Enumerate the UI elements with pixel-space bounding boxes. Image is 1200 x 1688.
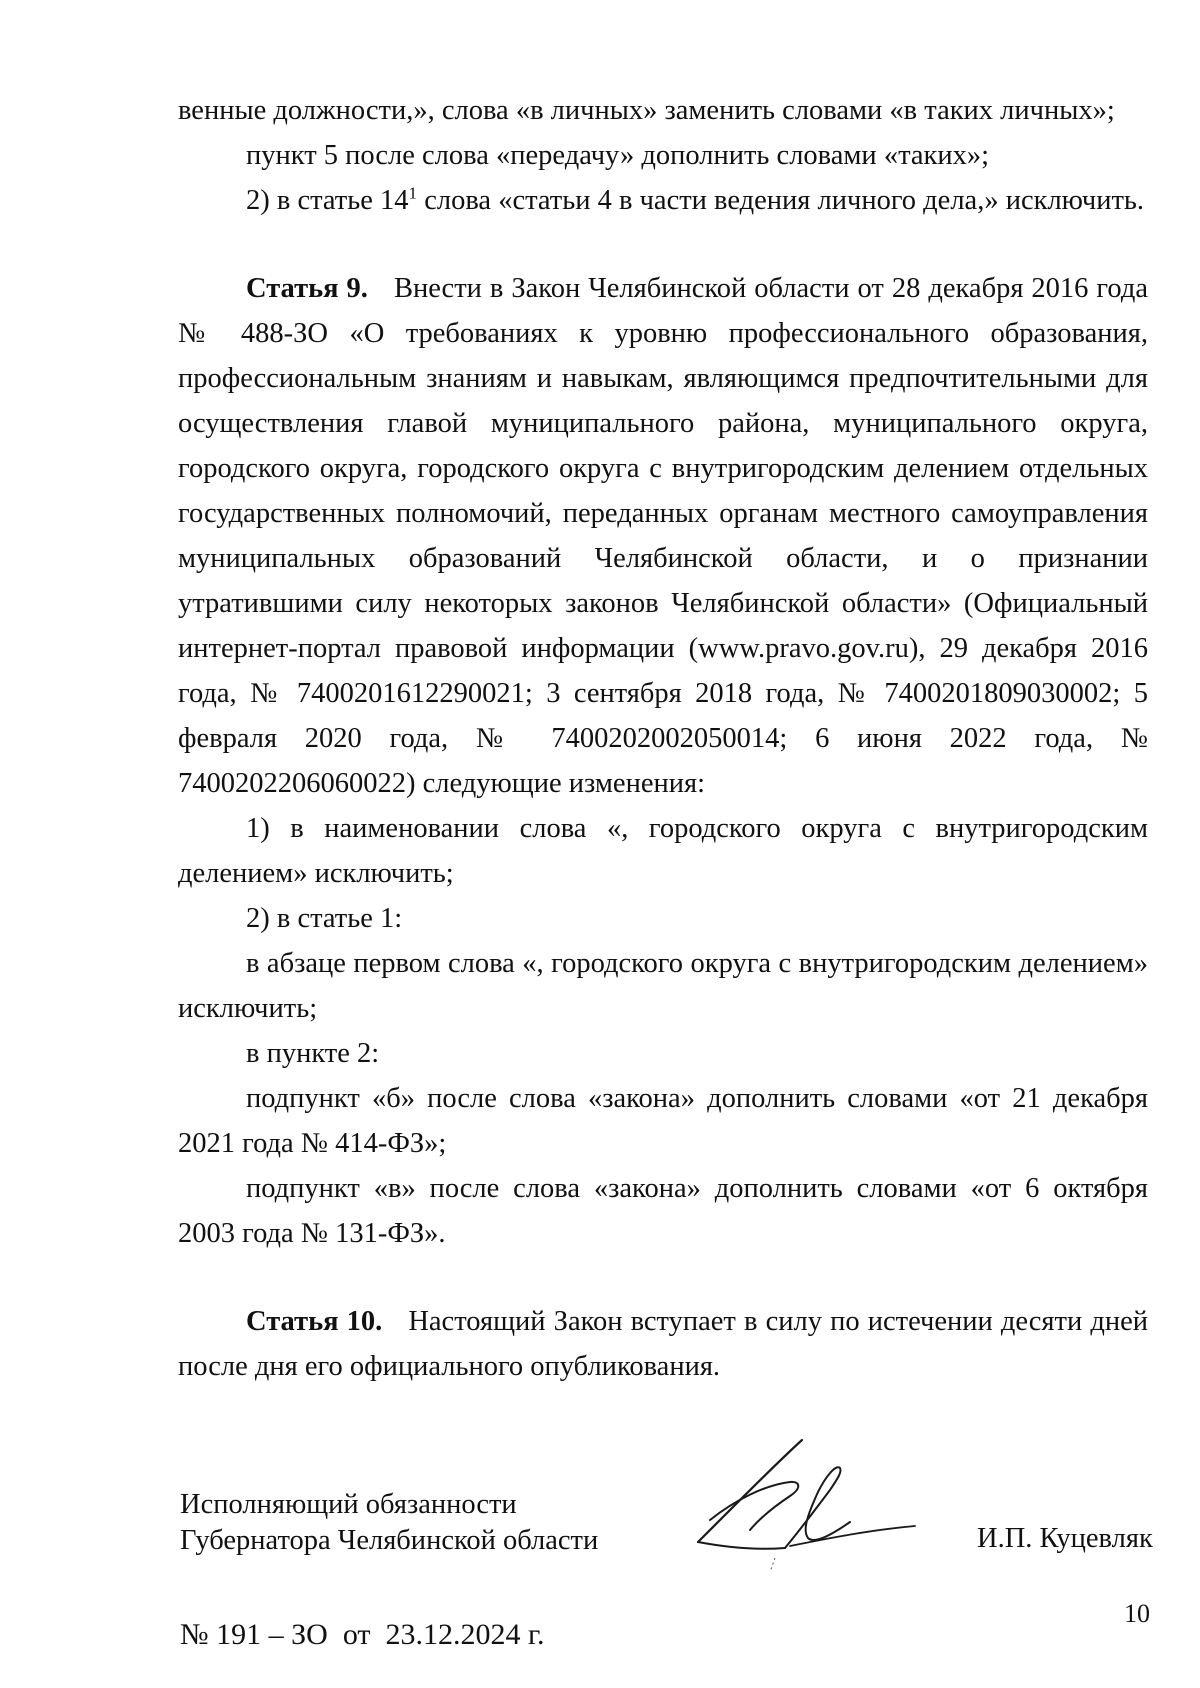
position-line-2: Губернатора Челябинской области xyxy=(180,1525,599,1556)
body-text xyxy=(178,88,1148,1389)
handwritten-signature xyxy=(690,1430,920,1580)
article-9-intro xyxy=(178,266,1148,806)
position-line-1: Исполняющий обязанности xyxy=(180,1489,517,1520)
article-9-heading: Статья 9. xyxy=(246,273,368,304)
signatory-name: И.П. Куцевляк xyxy=(977,1523,1153,1554)
continuation-line: венные должности,», слова «в личных» заменить словами «в таких личных»; xyxy=(178,95,1115,126)
article-14-text: 2) в статье 14 xyxy=(246,185,409,216)
article-9-intro-text: Внести в Закон Челябинской области от 28 декабря 2016 года № 488-ЗО «О требованиях к уровню профессионального образования, профессиональным знаниям и навыкам, являющимся предпочтительными для осуществления главой муниципального района, муниципального округа, городского округа, городского округа с внутригородским делением отдельных государственных полномочий, переданных органам местного самоуправления муниципальных образований Челябинской области, и о признании утратившими силу некоторых законов Челябинской области» (Официальный интернет-портал правовой информации (www.pravo.gov.ru), 29 декабря 2016 года, № 7400201612290021; 3 сентября 2018 года, № 7400201809030002; 5 февраля 2020 года, № 7400202002050014; 6 июня 2022 года, № 7400202206060022) следующие изменения: xyxy=(178,273,1148,799)
article-14-rest: слова «статьи 4 в части ведения личного дела,» исключить. xyxy=(417,185,1145,216)
page-number: 10 xyxy=(1124,1599,1150,1628)
article-10-heading: Статья 10. xyxy=(246,1306,383,1337)
subpoint-v: подпункт «в» после слова «закона» дополнить словами «от 6 октября 2003 года № 131-ФЗ». xyxy=(178,1173,1148,1249)
point-5-paragraph: пункт 5 после слова «передачу» дополнить словами «таких»; xyxy=(246,140,990,171)
superscript-1: 1 xyxy=(408,183,418,203)
signatory-position xyxy=(180,1487,598,1559)
article-10-text: Настоящий Закон вступает в силу по истечении десяти дней после дня его официального опубликования. xyxy=(178,1306,1148,1382)
document-number: № 191 – ЗО от 23.12.2024 г. xyxy=(180,1618,545,1651)
subpoint-b: подпункт «б» после слова «закона» дополнить словами «от 21 декабря 2021 года № 414-ФЗ»; xyxy=(178,1083,1148,1159)
article-9-item-1: 1) в наименовании слова «, городского округа с внутригородским делением» исключить; xyxy=(178,813,1148,889)
article-10 xyxy=(178,1299,1148,1389)
article-9-item-2: 2) в статье 1: xyxy=(246,903,403,934)
article-9-item-2-para-1: в абзаце первом слова «, городского округа с внутригородским делением» исключить; xyxy=(178,948,1148,1024)
article-9-item-2-point-2: в пункте 2: xyxy=(246,1038,380,1069)
article-14-1-paragraph xyxy=(178,178,1148,223)
